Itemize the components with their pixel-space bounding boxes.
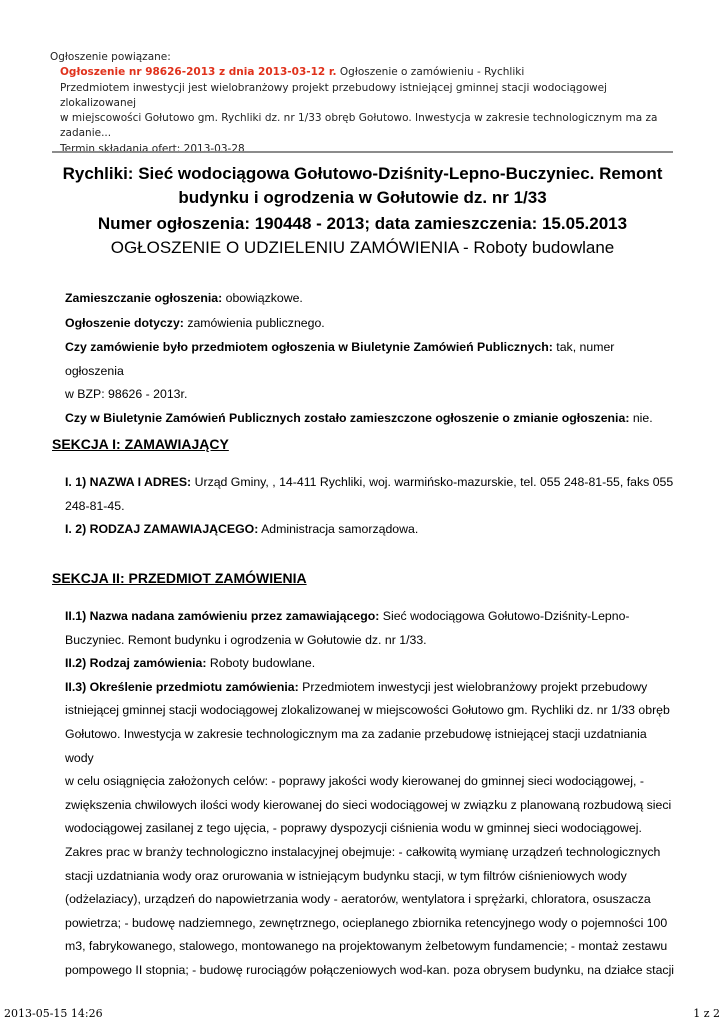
section-2-name-cont: Buczyniec. Remont budynku i ogrodzenia w Gołutowie dz. nr 1/33. bbox=[65, 632, 427, 647]
label: I. 2) RODZAJ ZAMAWIAJĄCEGO: bbox=[65, 522, 259, 537]
desc-line: (odżelaziacy), urządzeń do napowietrzania wody - aeratorów, wentylatora i sprężarki, chloratora, osuszacza bbox=[65, 892, 651, 907]
related-link-suffix: Ogłoszenie o zamówieniu - Rychliki bbox=[336, 66, 525, 79]
value: tak, numer ogłoszenia bbox=[65, 340, 615, 378]
section-2-heading: SEKCJA II: PRZEDMIOT ZAMÓWIENIA bbox=[52, 570, 307, 586]
notice-title bbox=[52, 162, 673, 260]
section-2-kind bbox=[65, 652, 675, 676]
section-2-name bbox=[65, 605, 675, 629]
section-1-heading: SEKCJA I: ZAMAWIAJĄCY bbox=[52, 436, 229, 452]
label: Czy w Biuletynie Zamówień Publicznych zostało zamieszczone ogłoszenie o zmianie ogłoszenia: bbox=[65, 410, 630, 425]
label: Czy zamówienie było przedmiotem ogłoszenia w Biuletynie Zamówień Publicznych: bbox=[65, 340, 553, 355]
value: nie. bbox=[629, 410, 653, 425]
title-line-2: budynku i ogrodzenia w Gołutowie dz. nr 1/33 bbox=[178, 188, 547, 207]
label: II.1) Nazwa nadana zamówieniu przez zamawiającego: bbox=[65, 609, 380, 623]
related-excerpt-line: Przedmiotem inwestycji jest wielobranżowy projekt przebudowy istniejącej gminnej stacji wodociągowej zlokalizowanej bbox=[60, 81, 607, 109]
value: zamówienia publicznego. bbox=[183, 315, 325, 330]
related-excerpt-line: w miejscowości Gołutowo gm. Rychliki dz. nr 1/33 obręb Gołutowo. Inwestycja w zakresie technologicznym ma za bbox=[60, 112, 658, 125]
intro-block bbox=[65, 287, 675, 431]
label: Zamieszczanie ogłoszenia: bbox=[65, 291, 223, 305]
related-link-line bbox=[50, 65, 675, 80]
section-1-name-cont: 248-81-45. bbox=[65, 498, 125, 513]
desc-line: Gołutowo. Inwestycja w zakresie technologicznym ma za zadanie przebudowę istniejącej stacji uzdatniania wody bbox=[65, 726, 647, 765]
desc-line: Zakres prac w branży technologiczno instalacyjnej obejmuje: - całkowitą wymianę urządzeń technologicznych bbox=[65, 844, 661, 859]
intro-concerns bbox=[65, 312, 675, 336]
divider bbox=[52, 151, 673, 153]
notice-number: Numer ogłoszenia: 190448 - 2013; data zamieszczenia: 15.05.2013 bbox=[97, 214, 628, 233]
desc-line: w celu osiągnięcia założonych celów: - poprawy jakości wody kierowanej do gminnej sieci wodociągowej, - bbox=[65, 774, 644, 789]
print-timestamp: 2013-05-15 14:26 bbox=[4, 1007, 103, 1020]
label: Ogłoszenie dotyczy: bbox=[65, 315, 184, 330]
desc-line: m3, fabrykowanego, stalowego, montowanego na projektowanym żelbetowym fundamencie; - montaż zestawu bbox=[65, 939, 668, 954]
desc-line: stacji uzdatniania wody oraz orurowania w istniejącym budynku stacji, w tym filtrów ciśnieniowych wody bbox=[65, 868, 627, 883]
section-2-desc bbox=[65, 676, 675, 700]
title-line-1: Rychliki: Sieć wodociągowa Gołutowo-Dziśnity-Lepno-Buczyniec. Remont bbox=[62, 164, 663, 183]
section-1-block bbox=[65, 471, 675, 542]
label: II.2) Rodzaj zamówienia: bbox=[65, 656, 207, 671]
desc-line: wodociągowej zasilanej z tego ujęcia, - poprawy dyspozycji ciśnienia wodu w gminnej sieci wodociągowej. bbox=[65, 821, 642, 836]
related-deadline: Termin składania ofert: 2013-03-28 bbox=[60, 142, 245, 155]
related-excerpt-line: zadanie... bbox=[60, 127, 112, 140]
value: Urząd Gminy, , 14-411 Rychliki, woj. warmińsko-mazurskie, tel. 055 248-81-55, faks 055 bbox=[191, 475, 674, 489]
label: I. 1) NAZWA I ADRES: bbox=[65, 475, 192, 489]
desc-line: pompowego II stopnia; - budowę rurociągów połączeniowych wod-kan. poza obrysem budynku, na działce stacji bbox=[65, 962, 675, 977]
related-heading: Ogłoszenie powiązane: bbox=[50, 51, 171, 63]
section-1-type bbox=[65, 518, 675, 542]
intro-bzp bbox=[65, 336, 675, 383]
value: Administracja samorządowa. bbox=[258, 522, 419, 537]
label: II.3) Określenie przedmiotu zamówienia: bbox=[65, 679, 299, 694]
value: obowiązkowe. bbox=[222, 291, 303, 305]
value: Przedmiotem inwestycji jest wielobranżowy projekt przebudowy bbox=[298, 679, 648, 694]
desc-line: zwiększenia chwilowych ilości wody kierowanej do sieci wodociągowej w związku z planowaną rozbudową sieci bbox=[65, 797, 672, 812]
section-1-name bbox=[65, 471, 675, 495]
intro-bzp-cont: w BZP: 98626 - 2013r. bbox=[65, 387, 188, 402]
desc-line: powietrza; - budowę nadziemnego, zewnętrznego, ocieplanego zbiornika retencyjnego wody o pojemności 100 bbox=[65, 915, 668, 930]
page-number: 1 z 2 bbox=[693, 1007, 720, 1020]
related-notice bbox=[50, 50, 675, 157]
value: Sieć wodociągowa Gołutowo-Dziśnity-Lepno- bbox=[379, 609, 630, 623]
value: Roboty budowlane. bbox=[206, 656, 316, 671]
notice-type: OGŁOSZENIE O UDZIELENIU ZAMÓWIENIA - Roboty budowlane bbox=[110, 238, 615, 257]
desc-line: istniejącej gminnej stacji wodociągowej zlokalizowanej w miejscowości Gołutowo gm. Rychliki dz. nr 1/33 obręb bbox=[65, 703, 670, 718]
section-2-block bbox=[65, 605, 675, 983]
related-notice-link[interactable]: Ogłoszenie nr 98626-2013 z dnia 2013-03-12 r. bbox=[60, 66, 337, 79]
intro-posting bbox=[65, 287, 675, 311]
intro-change bbox=[65, 407, 675, 431]
